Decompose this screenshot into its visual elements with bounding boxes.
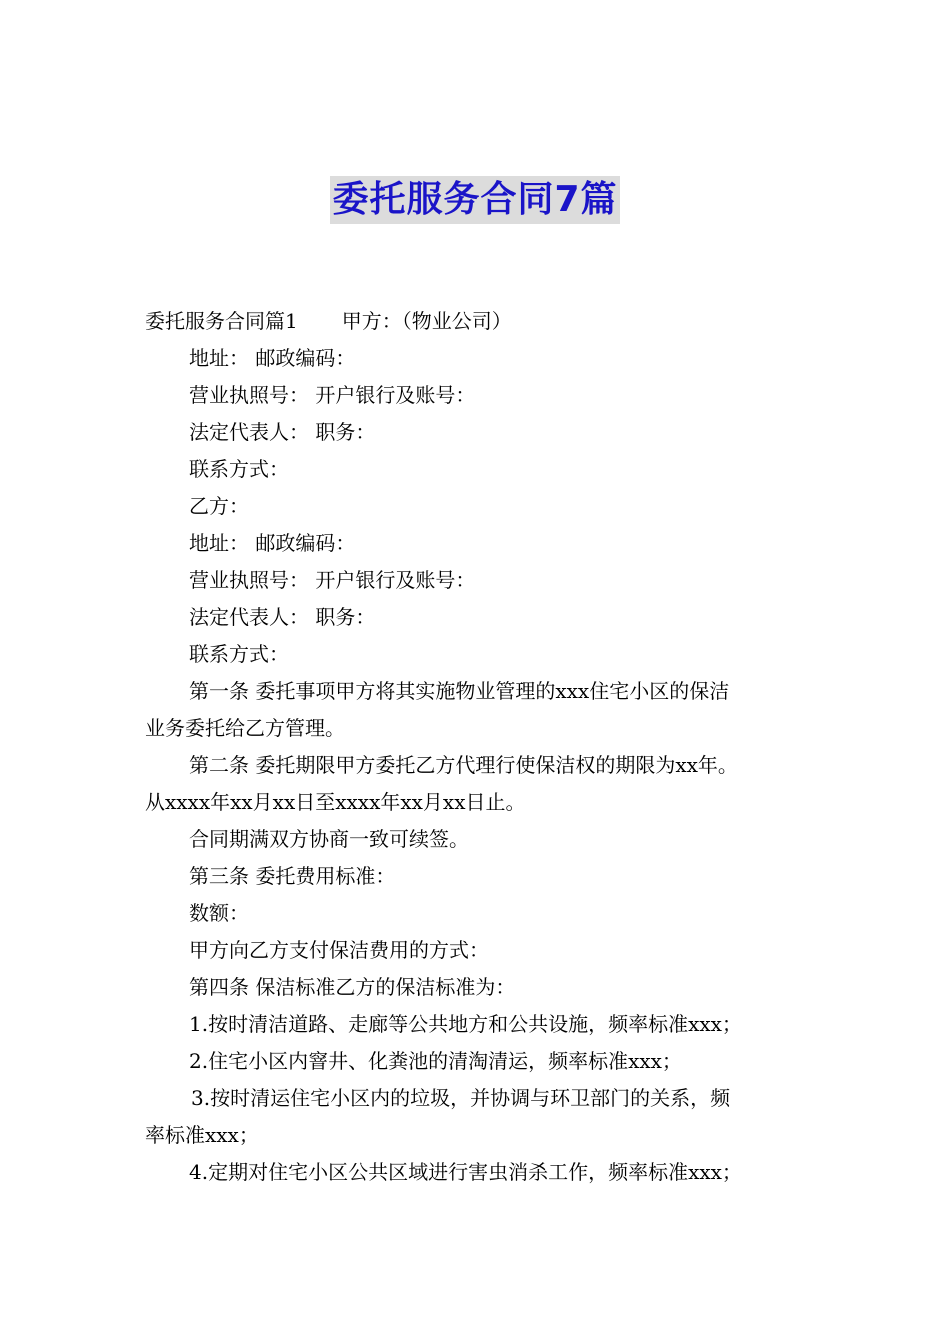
article4: 第四条 保洁标准乙方的保洁标准为： bbox=[189, 975, 516, 999]
party-a-license: 营业执照号： 开户银行及账号： bbox=[189, 383, 476, 407]
party-b-address: 地址： 邮政编码： bbox=[189, 531, 356, 555]
party-a-representative: 法定代表人： 职务： bbox=[189, 420, 376, 444]
article1-line2: 业务委托给乙方管理。 bbox=[145, 716, 345, 740]
party-b-line: 乙方： bbox=[189, 494, 249, 518]
renew-clause: 合同期满双方协商一致可续签。 bbox=[189, 827, 469, 851]
article2-line1: 第二条 委托期限甲方委托乙方代理行使保洁权的期限为xx年。 bbox=[189, 753, 738, 777]
payment-line: 甲方向乙方支付保洁费用的方式： bbox=[189, 938, 489, 962]
party-b-representative: 法定代表人： 职务： bbox=[189, 605, 376, 629]
party-a-address: 地址： 邮政编码： bbox=[189, 346, 356, 370]
item-3-line1: 3.按时清运住宅小区内的垃圾，并协调与环卫部门的关系，频 bbox=[191, 1086, 731, 1110]
contract-heading: 委托服务合同篇1 bbox=[145, 309, 298, 333]
item-3-line2: 率标准xxx； bbox=[145, 1123, 259, 1147]
first-line bbox=[145, 303, 810, 340]
item-1: 1.按时清洁道路、走廊等公共地方和公共设施，频率标准xxx； bbox=[189, 1012, 742, 1036]
party-b-contact: 联系方式： bbox=[189, 642, 289, 666]
document-title: 委托服务合同7篇 bbox=[330, 176, 619, 224]
amount-line: 数额： bbox=[189, 901, 249, 925]
party-b-license: 营业执照号： 开户银行及账号： bbox=[189, 568, 476, 592]
title-area bbox=[0, 176, 950, 224]
article1-line1: 第一条 委托事项甲方将其实施物业管理的xxx住宅小区的保洁 bbox=[189, 679, 730, 703]
party-a-contact: 联系方式： bbox=[189, 457, 289, 481]
article3: 第三条 委托费用标准： bbox=[189, 864, 396, 888]
party-a-line: 甲方：（物业公司） bbox=[341, 309, 512, 333]
item-4: 4.定期对住宅小区公共区域进行害虫消杀工作，频率标准xxx； bbox=[189, 1160, 742, 1184]
item-2: 2.住宅小区内窨井、化粪池的清淘清运，频率标准xxx； bbox=[189, 1049, 682, 1073]
article2-line2: 从xxxx年xx月xx日至xxxx年xx月xx日止。 bbox=[145, 790, 526, 814]
document-body bbox=[145, 303, 810, 1191]
